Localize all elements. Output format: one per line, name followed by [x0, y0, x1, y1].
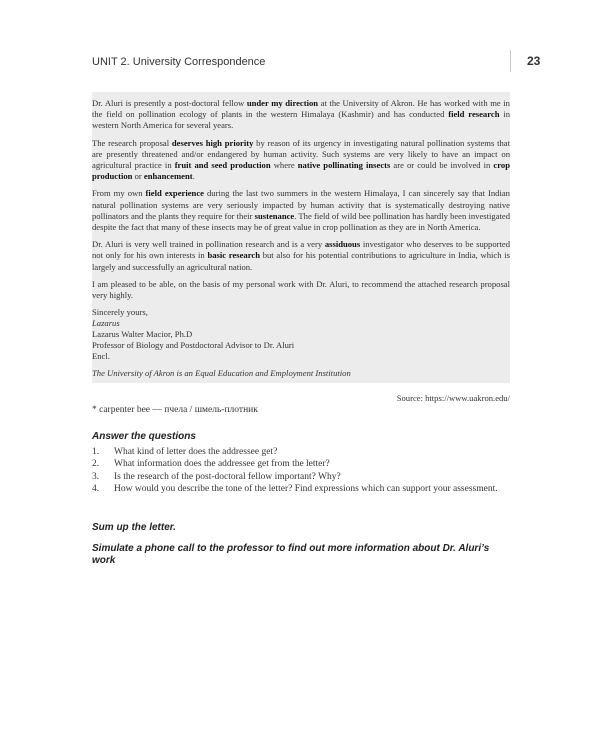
bold-phrase: field research — [448, 109, 500, 120]
letter-paragraph-1: Dr. Aluri is presently a post-doctoral fellow under my direction at the University of Akron. He has worked with me in the field on pollination ecology of plants in the western Himalaya (Kashmir) and has conducted field research in western North America for several years. — [92, 98, 510, 131]
header-divider — [510, 50, 511, 72]
bold-phrase: assiduous — [324, 239, 361, 250]
question-item: 2. What information does the addressee get from the letter? — [92, 459, 330, 470]
page-header — [92, 54, 544, 74]
questions-list — [92, 446, 512, 496]
bold-phrase: deserves high priority — [171, 137, 254, 148]
bold-phrase: basic research — [207, 250, 260, 261]
letter-block — [92, 92, 510, 383]
bold-phrase: under my direction — [246, 98, 319, 108]
bold-phrase: enhancement — [143, 171, 193, 182]
question-item: 4. How would you describe the tone of the letter? Find expressions which can support your assessment. — [92, 484, 498, 495]
simulate-task: Simulate a phone call to the professor to find out more information about Dr. Aluri’s work — [92, 543, 490, 567]
source-line: Source: https://www.uakron.edu/ — [396, 393, 510, 403]
letter-paragraph-3: From my own field experience during the last two summers in the western Himalaya, I can sincerely say that Indian natural pollination systems are very seriously impacted by human activity that is systematically destroying native pollinators and the plants they require for their sustenance. The field of wild bee pollination has hardly been investigated despite the fact that many of these insects may be of great value in crop pollination as they are in North America. — [92, 188, 511, 233]
questions-heading: Answer the questions — [92, 431, 196, 442]
bold-phrase: crop production — [92, 160, 510, 182]
page-number: 23 — [527, 54, 541, 68]
signer-title: Professor of Biology and Postdoctoral Advisor to Dr. Aluri — [92, 340, 295, 351]
letter-footer: The University of Akron is an Equal Education and Employment Institution — [92, 368, 351, 379]
unit-title: UNIT 2. University Correspondence — [92, 56, 266, 68]
letter-paragraph-4: Dr. Aluri is very well trained in pollination research and is a very assiduous investigator who deserves to be supported not only for his own interests in basic research but also for his potential contributions to agriculture in India, which is largely and successfully an agricultural nation. — [92, 239, 510, 272]
bold-phrase: field experience — [145, 188, 204, 199]
footnote: * carpenter bee — пчела / шмель-плотник — [92, 405, 258, 415]
question-item: 1. What kind of letter does the addressee get? — [92, 447, 278, 457]
signer-name: Lazarus Walter Macior, Ph.D — [92, 329, 193, 340]
question-item: 3. Is the research of the post-doctoral fellow important? Why? — [92, 471, 341, 482]
enclosure: Encl. — [92, 351, 110, 362]
closing: Sincerely yours, — [92, 307, 148, 318]
signature: Lazarus — [92, 318, 120, 329]
letter-paragraph-5: I am pleased to be able, on the basis of my personal work with Dr. Aluri, to recommend the attached research proposal very highly. — [92, 278, 510, 301]
bold-phrase: fruit and seed production — [174, 160, 271, 171]
sum-up-task: Sum up the letter. — [92, 522, 176, 533]
bold-phrase: native pollinating insects — [297, 160, 391, 171]
letter-background — [92, 92, 510, 383]
signature-block — [92, 307, 510, 362]
bold-phrase: sustenance — [254, 210, 295, 221]
letter-paragraph-2: The research proposal deserves high priority by reason of its urgency in investigating natural pollination systems that are presently threatened and/or endangered by human activity. Such systems are very likely to have an impact on agricultural practice in fruit and seed production where native pollinating insects are or could be involved in crop production or enhancement. — [92, 137, 510, 182]
